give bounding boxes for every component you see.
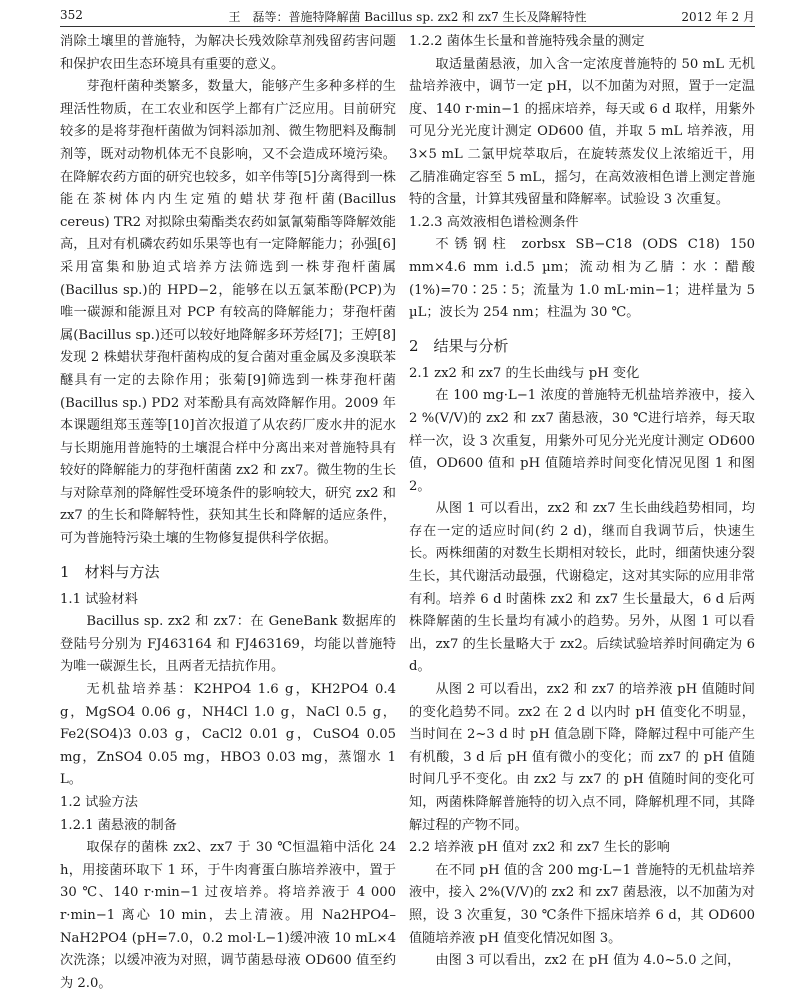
growth-paragraph: 在 100 mg·L−1 浓度的普施特无机盐培养液中，接入 2 %(V/V)的 zx2 和 zx7 菌悬液，30 ℃进行培养，每天取样一次，设 3 次重复，用紫外可见分光光度计测定 OD600 值，OD600 值和 pH 值随培养时间变化情况见图 1 和图 2。 — [409, 388, 755, 494]
section-1-heading: 1 材料与方法 — [60, 562, 160, 581]
measurement-paragraph: 取适量菌悬液，加入含一定浓度普施特的 50 mL 无机盐培养液中，调节一定 pH，以不加菌为对照，置于一定温度、140 r·min−1 的摇床培养，每天或 6 d 取样，用紫外可见分光光度计测定 OD600 值，并取 5 mL 培养液，用 3×5 mL 二氯甲烷萃取后，在旋转蒸发仪上浓缩近干，用乙腈准确定容至 5 mL，摇匀，在高效液相色谱上测定普施特的含量，计算其残留量和降解率。试验设 3 次重复。 — [409, 56, 755, 208]
figure-2-paragraph: 从图 2 可以看出，zx2 和 zx7 的培养液 pH 值随时间的变化趋势不同。zx2 在 2 d 以内时 pH 值变化不明显，当时间在 2~3 d 时 pH 值急剧下降，降解过程中可能产生有机酸，3 d 后 pH 值有微小的变化；而 zx7 的 pH 值随时间几乎不变化。由 zx2 与 zx7 的 pH 值随时间的变化可知，两菌株降解普施特的切入点不同，降解机理不同，其降解过程的产物不同。 — [409, 682, 755, 833]
running-header — [60, 8, 755, 26]
section-1-1-heading: 1.1 试验材料 — [60, 591, 138, 607]
bacillus-paragraph: 芽孢杆菌种类繁多，数量大，能够产生多种多样的生理活性物质，在工农业和医学上都有广泛应用。目前研究较多的是将芽孢杆菌做为饲料添加剂、微生物肥料及酶制剂等，既对动物机体无不良影响，又不会造成环境污染。在降解农药方面的研究也较多，如辛伟等[5]分离得到一株能在茶树体内内生定殖的蜡状芽孢杆菌(Bacillus cereus) TR2 对拟除虫菊酯类农药如氯氰菊酯等降解效能高，且对有机磷农药如乐果等也有一定降解能力；孙强[6]采用富集和胁迫式培养方法筛选到一株芽孢杆菌属(Bacillus sp.)的 HPD−2，能够在以五氯苯酚(PCP)为唯一碳源和能源且对 PCP 有较高的降解能力；芽孢杆菌属(Bacillus sp.)还可以较好地降解多环芳烃[7]；王婷[8]发现 2 株蜡状芽孢杆菌构成的复合菌对重金属及多溴联苯醚具有一定的去除作用；张菊[9]筛选到一株芽孢杆菌(Bacillus sp.) PD2 对苯酚具有高效降解作用。2009 年本课题组郑玉莲等[10]首次报道了从农药厂废水井的泥水与长期施用普施特的土壤混合样中分离出来对普施特具有较好的降解能力的芽孢杆菌菌 zx2 和 zx7。微生物的生长与对除草剂的降解性受环境条件的影响较大，研究 zx2 和 zx7 的生长和降解特性，获知其生长和降解的适应条件，可为普施特污染土壤的生物修复提供科学依据。 — [60, 79, 396, 547]
running-title: 王 磊等：普施特降解菌 Bacillus sp. zx2 和 zx7 生长及降解特性 — [228, 10, 587, 24]
issue-date: 2012 年 2 月 — [681, 10, 755, 24]
section-1-2-3-heading: 1.2.3 高效液相色谱检测条件 — [409, 214, 579, 230]
page-number: 352 — [60, 8, 83, 22]
medium-paragraph: 无机盐培养基：K2HPO4 1.6 g，KH2PO4 0.4 g，MgSO4 0.06 g，NH4Cl 1.0 g，NaCl 0.5 g，Fe2(SO4)3 0.03 g，CaCl2 0.01 g，CuSO4 0.05 mg，ZnSO4 0.05 mg，HBO3 0.03 mg，蒸馏水 1 L。 — [60, 682, 396, 788]
intro-paragraph-continued: 消除土壤里的普施特，为解决长残效除草剂残留药害问题和保护农田生态环境具有重要的意义。 — [60, 34, 396, 72]
section-2-1-heading: 2.1 zx2 和 zx7 的生长曲线与 pH 变化 — [409, 365, 640, 381]
section-1-2-1-heading: 1.2.1 菌悬液的制备 — [60, 817, 177, 833]
section-1-2-2-heading: 1.2.2 菌体生长量和普施特残余量的测定 — [409, 34, 645, 49]
figure-3-paragraph: 由图 3 可以看出，zx2 在 pH 值为 4.0~5.0 之间， — [435, 953, 741, 969]
right-column — [409, 31, 755, 973]
strains-paragraph: Bacillus sp. zx2 和 zx7：在 GeneBank 数据库的登陆号分别为 FJ463164 和 FJ463169，均能以普施特为唯一碳源生长，且两者无拮抗作用。 — [60, 614, 396, 675]
section-2-heading: 2 结果与分析 — [409, 336, 509, 355]
header-rule — [60, 26, 755, 27]
ph-paragraph: 在不同 pH 值的含 200 mg·L−1 普施特的无机盐培养液中，接入 2%(V/V)的 zx2 和 zx7 菌悬液，以不加菌为对照，设 3 次重复，30 ℃条件下摇床培养 6 d，其 OD600 值随培养液 pH 值变化情况如图 3。 — [409, 862, 755, 946]
left-column — [60, 31, 396, 995]
hplc-paragraph: 不锈钢柱 zorbsx SB−C18 (ODS C18) 150 mm×4.6 mm i.d.5 µm；流动相为乙腈∶水∶醋酸(1%)=70∶25∶5；流量为 1.0 mL·min−1；进样量为 5 µL；波长为 254 nm；柱温为 30 ℃。 — [409, 237, 755, 321]
suspension-paragraph: 取保存的菌株 zx2、zx7 于 30 ℃恒温箱中活化 24 h，用接菌环取下 1 环，于牛肉膏蛋白胨培养液中，置于 30 ℃、140 r·min−1 过夜培养。将培养液于 4 000 r·min−1 离心 10 min，去上清液。用 Na2HPO4–NaH2PO4 (pH=7.0，0.2 mol·L−1)缓冲液 10 mL×4 次洗涤；以缓冲液为对照，调节菌悬母液 OD600 值至约为 2.0。 — [60, 840, 396, 991]
section-2-2-heading: 2.2 培养液 pH 值对 zx2 和 zx7 生长的影响 — [409, 840, 670, 856]
figure-1-paragraph: 从图 1 可以看出，zx2 和 zx7 生长曲线趋势相同，均存在一定的适应时间(约 2 d)，继而自我调节后，快速生长。两株细菌的对数生长期相对较长，此时，细菌快速分裂生长，其代谢活动最强，代谢稳定，这对其实际的应用非常有利。培养 6 d 时菌株 zx2 和 zx7 生长量最大，6 d 后两株降解菌的生长量均有减小的趋势。另外，从图 1 可以看出，zx7 的生长量略大于 zx2。后续试验培养时间确定为 6 d。 — [409, 501, 755, 675]
section-1-2-heading: 1.2 试验方法 — [60, 795, 138, 810]
